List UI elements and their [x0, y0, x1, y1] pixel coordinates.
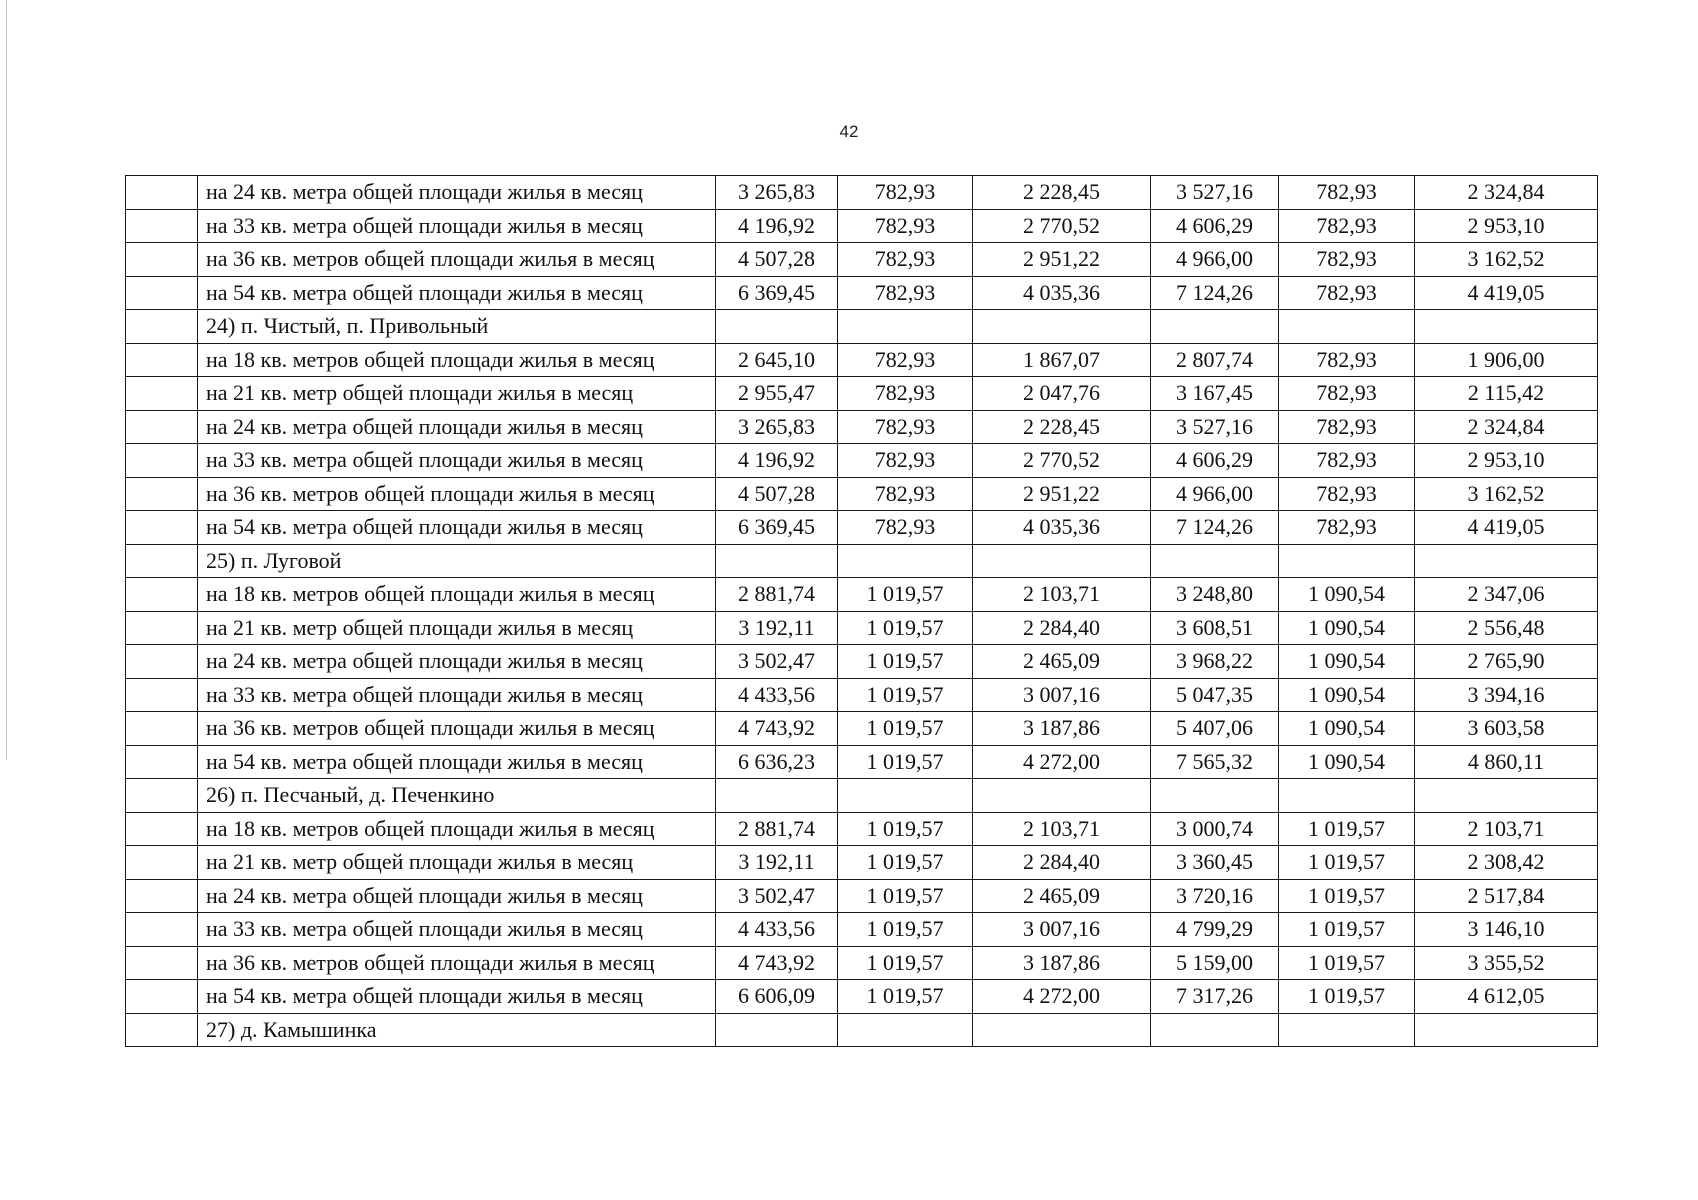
value-cell: 7 565,32 — [1151, 745, 1279, 779]
value-cell: 782,93 — [1279, 243, 1415, 277]
value-cell: 2 770,52 — [973, 209, 1151, 243]
value-cell: 1 019,57 — [838, 980, 973, 1014]
value-cell: 2 953,10 — [1415, 209, 1598, 243]
value-cell: 4 860,11 — [1415, 745, 1598, 779]
row-index-cell — [126, 176, 198, 210]
table-row — [126, 209, 1598, 243]
value-cell — [973, 544, 1151, 578]
row-label: на 33 кв. метра общей площади жилья в месяц — [198, 209, 716, 243]
value-cell: 2 807,74 — [1151, 343, 1279, 377]
table-row — [126, 477, 1598, 511]
value-cell: 2 465,09 — [973, 879, 1151, 913]
row-index-cell — [126, 276, 198, 310]
value-cell: 1 090,54 — [1279, 712, 1415, 746]
row-label: 26) п. Песчаный, д. Печенкино — [198, 779, 716, 813]
value-cell — [973, 310, 1151, 344]
value-cell: 782,93 — [838, 444, 973, 478]
value-cell: 5 047,35 — [1151, 678, 1279, 712]
row-index-cell — [126, 209, 198, 243]
row-index-cell — [126, 645, 198, 679]
value-cell: 4 419,05 — [1415, 276, 1598, 310]
value-cell: 782,93 — [1279, 477, 1415, 511]
value-cell: 1 019,57 — [838, 745, 973, 779]
row-index-cell — [126, 377, 198, 411]
value-cell: 3 603,58 — [1415, 712, 1598, 746]
value-cell — [1415, 544, 1598, 578]
value-cell — [1279, 310, 1415, 344]
value-cell: 782,93 — [1279, 377, 1415, 411]
value-cell: 2 284,40 — [973, 846, 1151, 880]
value-cell: 3 394,16 — [1415, 678, 1598, 712]
row-index-cell — [126, 444, 198, 478]
row-index-cell — [126, 511, 198, 545]
value-cell: 3 720,16 — [1151, 879, 1279, 913]
value-cell: 1 019,57 — [838, 611, 973, 645]
value-cell: 4 272,00 — [973, 745, 1151, 779]
value-cell: 3 265,83 — [716, 410, 838, 444]
table-row — [126, 812, 1598, 846]
value-cell: 2 465,09 — [973, 645, 1151, 679]
value-cell: 782,93 — [838, 511, 973, 545]
table-row — [126, 745, 1598, 779]
tariff-table — [125, 175, 1598, 1047]
value-cell — [1151, 1013, 1279, 1047]
value-cell: 1 906,00 — [1415, 343, 1598, 377]
row-label: 25) п. Луговой — [198, 544, 716, 578]
value-cell: 5 407,06 — [1151, 712, 1279, 746]
row-label: на 18 кв. метров общей площади жилья в месяц — [198, 578, 716, 612]
value-cell: 1 019,57 — [838, 812, 973, 846]
row-label: на 24 кв. метра общей площади жилья в месяц — [198, 879, 716, 913]
value-cell: 4 196,92 — [716, 209, 838, 243]
row-label: на 36 кв. метров общей площади жилья в месяц — [198, 712, 716, 746]
table-row — [126, 444, 1598, 478]
value-cell: 3 187,86 — [973, 712, 1151, 746]
value-cell — [716, 779, 838, 813]
value-cell: 4 419,05 — [1415, 511, 1598, 545]
value-cell: 3 146,10 — [1415, 913, 1598, 947]
value-cell: 3 192,11 — [716, 611, 838, 645]
row-index-cell — [126, 477, 198, 511]
table-row — [126, 377, 1598, 411]
row-label: на 21 кв. метр общей площади жилья в месяц — [198, 846, 716, 880]
value-cell: 2 324,84 — [1415, 410, 1598, 444]
row-index-cell — [126, 1013, 198, 1047]
value-cell: 1 019,57 — [838, 578, 973, 612]
value-cell: 782,93 — [838, 377, 973, 411]
value-cell: 5 159,00 — [1151, 946, 1279, 980]
value-cell: 2 047,76 — [973, 377, 1151, 411]
value-cell — [1151, 544, 1279, 578]
value-cell: 1 019,57 — [1279, 980, 1415, 1014]
value-cell: 4 966,00 — [1151, 243, 1279, 277]
value-cell: 1 019,57 — [838, 678, 973, 712]
row-index-cell — [126, 745, 198, 779]
row-label: на 21 кв. метр общей площади жилья в месяц — [198, 377, 716, 411]
value-cell: 782,93 — [838, 243, 973, 277]
row-label: на 33 кв. метра общей площади жилья в месяц — [198, 678, 716, 712]
row-index-cell — [126, 611, 198, 645]
row-index-cell — [126, 846, 198, 880]
table-body — [126, 176, 1598, 1047]
row-index-cell — [126, 544, 198, 578]
row-label: на 36 кв. метров общей площади жилья в месяц — [198, 477, 716, 511]
value-cell: 2 645,10 — [716, 343, 838, 377]
value-cell: 2 284,40 — [973, 611, 1151, 645]
value-cell — [973, 779, 1151, 813]
row-index-cell — [126, 578, 198, 612]
value-cell: 4 507,28 — [716, 477, 838, 511]
value-cell — [716, 544, 838, 578]
value-cell: 1 019,57 — [838, 712, 973, 746]
table-row — [126, 846, 1598, 880]
value-cell: 782,93 — [1279, 511, 1415, 545]
table-row — [126, 578, 1598, 612]
value-cell — [973, 1013, 1151, 1047]
value-cell: 4 272,00 — [973, 980, 1151, 1014]
value-cell: 6 636,23 — [716, 745, 838, 779]
value-cell: 2 103,71 — [1415, 812, 1598, 846]
value-cell: 1 019,57 — [838, 879, 973, 913]
table-row — [126, 410, 1598, 444]
value-cell: 3 608,51 — [1151, 611, 1279, 645]
row-index-cell — [126, 712, 198, 746]
scan-margin-line — [6, 0, 7, 760]
value-cell: 3 265,83 — [716, 176, 838, 210]
value-cell: 2 881,74 — [716, 578, 838, 612]
row-label: на 24 кв. метра общей площади жилья в месяц — [198, 410, 716, 444]
value-cell: 782,93 — [838, 209, 973, 243]
value-cell: 4 799,29 — [1151, 913, 1279, 947]
value-cell: 3 000,74 — [1151, 812, 1279, 846]
value-cell: 6 606,09 — [716, 980, 838, 1014]
value-cell: 2 951,22 — [973, 477, 1151, 511]
row-index-cell — [126, 946, 198, 980]
value-cell: 4 612,05 — [1415, 980, 1598, 1014]
value-cell: 3 502,47 — [716, 879, 838, 913]
value-cell: 4 606,29 — [1151, 444, 1279, 478]
value-cell: 782,93 — [1279, 444, 1415, 478]
value-cell: 2 324,84 — [1415, 176, 1598, 210]
value-cell: 2 951,22 — [973, 243, 1151, 277]
value-cell: 4 196,92 — [716, 444, 838, 478]
row-label: на 54 кв. метра общей площади жилья в месяц — [198, 745, 716, 779]
value-cell: 4 035,36 — [973, 511, 1151, 545]
value-cell: 2 770,52 — [973, 444, 1151, 478]
value-cell: 4 606,29 — [1151, 209, 1279, 243]
row-index-cell — [126, 879, 198, 913]
row-index-cell — [126, 913, 198, 947]
table-row — [126, 913, 1598, 947]
row-label: на 18 кв. метров общей площади жилья в месяц — [198, 343, 716, 377]
value-cell: 3 968,22 — [1151, 645, 1279, 679]
value-cell: 1 019,57 — [1279, 846, 1415, 880]
row-index-cell — [126, 343, 198, 377]
value-cell: 1 019,57 — [1279, 812, 1415, 846]
value-cell: 1 019,57 — [838, 846, 973, 880]
value-cell — [716, 1013, 838, 1047]
value-cell: 1 090,54 — [1279, 645, 1415, 679]
value-cell — [716, 310, 838, 344]
page-number: 42 — [839, 122, 859, 141]
value-cell: 1 019,57 — [838, 946, 973, 980]
value-cell: 3 527,16 — [1151, 176, 1279, 210]
table-row — [126, 712, 1598, 746]
value-cell: 782,93 — [838, 276, 973, 310]
table-row — [126, 176, 1598, 210]
row-label: на 24 кв. метра общей площади жилья в месяц — [198, 645, 716, 679]
value-cell: 7 124,26 — [1151, 511, 1279, 545]
value-cell — [1415, 779, 1598, 813]
table-row — [126, 980, 1598, 1014]
row-label: 24) п. Чистый, п. Привольный — [198, 310, 716, 344]
value-cell — [1151, 310, 1279, 344]
value-cell: 4 433,56 — [716, 913, 838, 947]
value-cell: 782,93 — [1279, 343, 1415, 377]
value-cell: 1 867,07 — [973, 343, 1151, 377]
value-cell: 2 881,74 — [716, 812, 838, 846]
value-cell: 782,93 — [838, 176, 973, 210]
value-cell: 4 507,28 — [716, 243, 838, 277]
value-cell — [838, 1013, 973, 1047]
value-cell — [838, 310, 973, 344]
table-row — [126, 946, 1598, 980]
value-cell: 2 103,71 — [973, 812, 1151, 846]
value-cell: 2 228,45 — [973, 176, 1151, 210]
row-label: на 54 кв. метра общей площади жилья в месяц — [198, 980, 716, 1014]
value-cell: 1 090,54 — [1279, 678, 1415, 712]
table-row — [126, 310, 1598, 344]
row-label: на 36 кв. метров общей площади жилья в месяц — [198, 946, 716, 980]
value-cell: 3 007,16 — [973, 678, 1151, 712]
value-cell: 3 162,52 — [1415, 477, 1598, 511]
row-label: на 33 кв. метра общей площади жилья в месяц — [198, 444, 716, 478]
value-cell: 782,93 — [1279, 276, 1415, 310]
value-cell — [1279, 544, 1415, 578]
value-cell: 782,93 — [1279, 410, 1415, 444]
table-row — [126, 879, 1598, 913]
value-cell: 1 090,54 — [1279, 611, 1415, 645]
value-cell: 2 517,84 — [1415, 879, 1598, 913]
value-cell: 7 317,26 — [1151, 980, 1279, 1014]
value-cell: 1 019,57 — [1279, 879, 1415, 913]
value-cell: 2 765,90 — [1415, 645, 1598, 679]
value-cell: 782,93 — [838, 343, 973, 377]
value-cell — [1279, 1013, 1415, 1047]
value-cell: 782,93 — [1279, 209, 1415, 243]
table-row — [126, 343, 1598, 377]
value-cell — [838, 779, 973, 813]
value-cell — [838, 544, 973, 578]
value-cell: 3 360,45 — [1151, 846, 1279, 880]
value-cell: 2 103,71 — [973, 578, 1151, 612]
value-cell: 2 556,48 — [1415, 611, 1598, 645]
value-cell: 3 187,86 — [973, 946, 1151, 980]
row-label: 27) д. Камышинка — [198, 1013, 716, 1047]
table-row — [126, 645, 1598, 679]
value-cell: 6 369,45 — [716, 511, 838, 545]
value-cell: 782,93 — [838, 410, 973, 444]
row-label: на 21 кв. метр общей площади жилья в месяц — [198, 611, 716, 645]
table-row — [126, 611, 1598, 645]
value-cell: 1 019,57 — [1279, 946, 1415, 980]
value-cell: 1 019,57 — [838, 645, 973, 679]
value-cell: 1 019,57 — [1279, 913, 1415, 947]
value-cell: 6 369,45 — [716, 276, 838, 310]
value-cell: 3 527,16 — [1151, 410, 1279, 444]
table-row — [126, 678, 1598, 712]
row-label: на 36 кв. метров общей площади жилья в месяц — [198, 243, 716, 277]
value-cell: 3 162,52 — [1415, 243, 1598, 277]
value-cell: 4 966,00 — [1151, 477, 1279, 511]
row-index-cell — [126, 678, 198, 712]
value-cell: 3 248,80 — [1151, 578, 1279, 612]
table-row — [126, 544, 1598, 578]
row-index-cell — [126, 243, 198, 277]
table-row — [126, 779, 1598, 813]
row-index-cell — [126, 310, 198, 344]
value-cell: 2 347,06 — [1415, 578, 1598, 612]
row-index-cell — [126, 980, 198, 1014]
table-row — [126, 511, 1598, 545]
value-cell: 2 308,42 — [1415, 846, 1598, 880]
row-index-cell — [126, 410, 198, 444]
table-row — [126, 276, 1598, 310]
table-row — [126, 1013, 1598, 1047]
value-cell: 2 115,42 — [1415, 377, 1598, 411]
row-label: на 18 кв. метров общей площади жилья в месяц — [198, 812, 716, 846]
value-cell — [1151, 779, 1279, 813]
row-label: на 33 кв. метра общей площади жилья в месяц — [198, 913, 716, 947]
value-cell — [1415, 310, 1598, 344]
value-cell: 3 192,11 — [716, 846, 838, 880]
value-cell: 4 743,92 — [716, 712, 838, 746]
value-cell: 1 090,54 — [1279, 745, 1415, 779]
table-row — [126, 243, 1598, 277]
value-cell: 782,93 — [838, 477, 973, 511]
value-cell: 3 502,47 — [716, 645, 838, 679]
value-cell: 2 955,47 — [716, 377, 838, 411]
value-cell: 3 007,16 — [973, 913, 1151, 947]
row-label: на 54 кв. метра общей площади жилья в месяц — [198, 511, 716, 545]
value-cell: 1 090,54 — [1279, 578, 1415, 612]
value-cell — [1415, 1013, 1598, 1047]
value-cell: 2 228,45 — [973, 410, 1151, 444]
value-cell: 4 743,92 — [716, 946, 838, 980]
value-cell: 4 433,56 — [716, 678, 838, 712]
value-cell: 1 019,57 — [838, 913, 973, 947]
row-index-cell — [126, 779, 198, 813]
value-cell: 3 167,45 — [1151, 377, 1279, 411]
row-label: на 24 кв. метра общей площади жилья в месяц — [198, 176, 716, 210]
value-cell: 2 953,10 — [1415, 444, 1598, 478]
row-label: на 54 кв. метра общей площади жилья в месяц — [198, 276, 716, 310]
value-cell: 782,93 — [1279, 176, 1415, 210]
value-cell: 7 124,26 — [1151, 276, 1279, 310]
row-index-cell — [126, 812, 198, 846]
value-cell: 3 355,52 — [1415, 946, 1598, 980]
value-cell — [1279, 779, 1415, 813]
value-cell: 4 035,36 — [973, 276, 1151, 310]
